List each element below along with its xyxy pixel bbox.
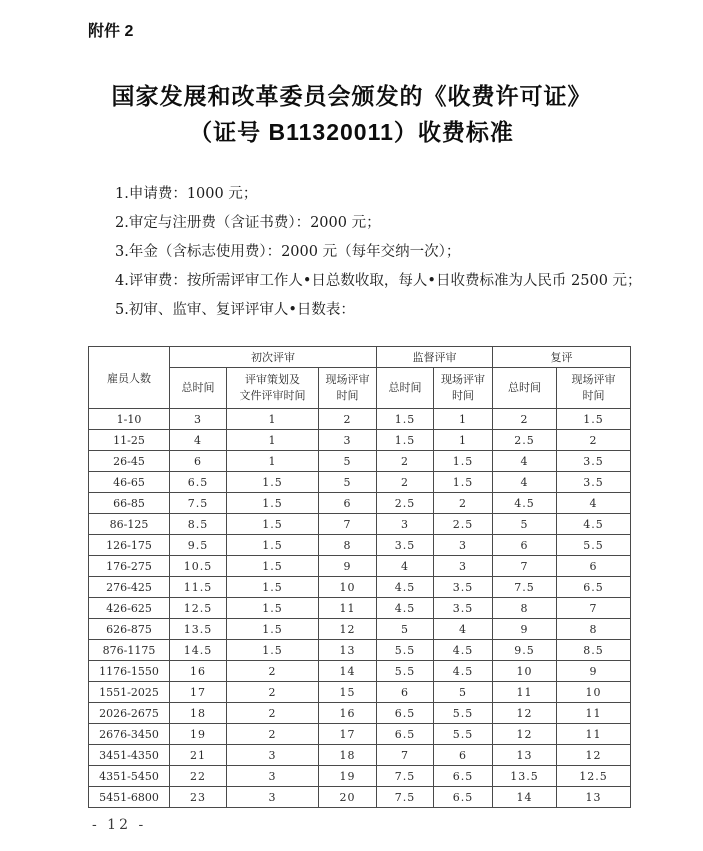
table-cell: 86-125 (89, 514, 170, 535)
table-cell: 3.5 (434, 598, 493, 619)
table-cell: 12 (557, 745, 631, 766)
table-cell: 3.5 (377, 535, 434, 556)
table-cell: 26-45 (89, 451, 170, 472)
table-cell: 9.5 (493, 640, 557, 661)
table-cell: 4.5 (434, 640, 493, 661)
table-cell: 2026-2675 (89, 703, 170, 724)
table-cell: 10.5 (170, 556, 227, 577)
table-cell: 1551-2025 (89, 682, 170, 703)
table-row (89, 409, 631, 430)
table-cell: 6.5 (434, 787, 493, 808)
table-cell: 12 (493, 703, 557, 724)
table-cell: 19 (170, 724, 227, 745)
table-cell: 5 (434, 682, 493, 703)
table-cell: 1.5 (227, 619, 319, 640)
table-cell: 1.5 (227, 535, 319, 556)
table-cell: 4 (377, 556, 434, 577)
table-cell: 6.5 (170, 472, 227, 493)
header-group-reassessment: 复评 (493, 347, 631, 368)
table-row (89, 787, 631, 808)
table-cell: 876-1175 (89, 640, 170, 661)
table-cell: 2 (377, 472, 434, 493)
table-cell: 3 (227, 787, 319, 808)
table-cell: 1 (227, 451, 319, 472)
table-cell: 7.5 (377, 787, 434, 808)
table-cell: 3 (377, 514, 434, 535)
table-cell: 15 (319, 682, 377, 703)
table-cell: 6.5 (377, 724, 434, 745)
fee-list-item-5: 5.初审、监审、复评评审人•日数表： (115, 302, 355, 318)
fee-table-header (89, 347, 631, 409)
table-cell: 6 (434, 745, 493, 766)
table-cell: 3 (170, 409, 227, 430)
table-cell: 2 (434, 493, 493, 514)
table-cell: 19 (319, 766, 377, 787)
table-cell: 1.5 (227, 598, 319, 619)
table-cell: 7 (377, 745, 434, 766)
table-cell: 7.5 (377, 766, 434, 787)
table-cell: 1 (434, 430, 493, 451)
table-cell: 8 (493, 598, 557, 619)
table-cell: 9.5 (170, 535, 227, 556)
fee-list-item-4: 4.评审费：按所需评审工作人•日总数收取，每人•日收费标准为人民币 2500 元； (115, 273, 642, 289)
table-cell: 7 (319, 514, 377, 535)
header-reassessment-onsite-time: 现场评审 时间 (557, 368, 631, 409)
table-cell: 12.5 (170, 598, 227, 619)
table-cell: 11 (557, 703, 631, 724)
table-cell: 4.5 (377, 598, 434, 619)
table-cell: 4 (170, 430, 227, 451)
table-cell: 13 (493, 745, 557, 766)
fee-list (88, 180, 648, 325)
table-cell: 10 (493, 661, 557, 682)
table-cell: 3.5 (434, 577, 493, 598)
attachment-label: 附件 2 (88, 23, 134, 40)
table-cell: 4 (493, 451, 557, 472)
table-cell: 10 (319, 577, 377, 598)
table-cell: 3 (319, 430, 377, 451)
table-cell: 3451-4350 (89, 745, 170, 766)
table-cell: 1-10 (89, 409, 170, 430)
table-cell: 626-875 (89, 619, 170, 640)
table-cell: 5 (377, 619, 434, 640)
table-cell: 3 (227, 766, 319, 787)
table-cell: 2 (227, 682, 319, 703)
table-cell: 2676-3450 (89, 724, 170, 745)
table-cell: 6 (319, 493, 377, 514)
header-sub-row (89, 368, 631, 409)
table-cell: 6 (377, 682, 434, 703)
table-cell: 2.5 (493, 430, 557, 451)
table-cell: 7 (557, 598, 631, 619)
table-cell: 13 (319, 640, 377, 661)
table-cell: 18 (319, 745, 377, 766)
table-cell: 3.5 (557, 472, 631, 493)
table-row (89, 493, 631, 514)
table-cell: 4.5 (493, 493, 557, 514)
table-cell: 12 (319, 619, 377, 640)
table-cell: 2 (227, 724, 319, 745)
table-cell: 426-625 (89, 598, 170, 619)
table-cell: 17 (319, 724, 377, 745)
table-row (89, 724, 631, 745)
table-row (89, 766, 631, 787)
table-cell: 2 (227, 661, 319, 682)
header-initial-planning-doc-time: 评审策划及 文件评审时间 (227, 368, 319, 409)
table-cell: 2 (227, 703, 319, 724)
table-cell: 13 (557, 787, 631, 808)
table-cell: 6.5 (434, 766, 493, 787)
fee-table-body (89, 409, 631, 808)
table-cell: 18 (170, 703, 227, 724)
table-cell: 9 (557, 661, 631, 682)
table-cell: 6.5 (557, 577, 631, 598)
table-cell: 11 (319, 598, 377, 619)
table-cell: 11-25 (89, 430, 170, 451)
table-cell: 5451-6800 (89, 787, 170, 808)
table-row (89, 598, 631, 619)
table-row (89, 451, 631, 472)
table-cell: 6 (170, 451, 227, 472)
table-cell: 1.5 (434, 472, 493, 493)
table-cell: 6.5 (377, 703, 434, 724)
table-cell: 5.5 (557, 535, 631, 556)
table-cell: 5 (493, 514, 557, 535)
table-cell: 1.5 (377, 430, 434, 451)
table-cell: 2 (377, 451, 434, 472)
table-cell: 5 (319, 472, 377, 493)
table-cell: 11 (493, 682, 557, 703)
header-group-surveillance-audit: 监督评审 (377, 347, 493, 368)
table-cell: 1.5 (557, 409, 631, 430)
page-title-line2: （证号 B11320011）收费标准 (189, 119, 514, 145)
table-cell: 5.5 (434, 703, 493, 724)
table-cell: 1 (227, 409, 319, 430)
table-cell: 16 (170, 661, 227, 682)
page-title (0, 78, 703, 150)
table-cell: 8.5 (170, 514, 227, 535)
table-cell: 1.5 (434, 451, 493, 472)
table-cell: 1 (227, 430, 319, 451)
table-row (89, 703, 631, 724)
fee-table-container (88, 346, 631, 808)
fee-list-item-1: 1.申请费：1000 元； (115, 186, 258, 202)
table-cell: 7 (493, 556, 557, 577)
table-cell: 3.5 (557, 451, 631, 472)
table-cell: 12.5 (557, 766, 631, 787)
table-cell: 14.5 (170, 640, 227, 661)
table-cell: 9 (319, 556, 377, 577)
table-row (89, 430, 631, 451)
table-cell: 21 (170, 745, 227, 766)
page-title-line1: 国家发展和改革委员会颁发的《收费许可证》 (111, 83, 592, 109)
header-group-row (89, 347, 631, 368)
table-cell: 46-65 (89, 472, 170, 493)
table-cell: 3 (434, 556, 493, 577)
table-cell: 14 (319, 661, 377, 682)
fee-list-item-2: 2.审定与注册费（含证书费）：2000 元； (115, 215, 381, 231)
table-cell: 4.5 (377, 577, 434, 598)
table-row (89, 661, 631, 682)
table-cell: 1.5 (377, 409, 434, 430)
table-cell: 14 (493, 787, 557, 808)
header-initial-onsite-time: 现场评审 时间 (319, 368, 377, 409)
table-cell: 1.5 (227, 556, 319, 577)
table-cell: 5 (319, 451, 377, 472)
table-cell: 8 (557, 619, 631, 640)
header-employee-count: 雇员人数 (89, 347, 170, 409)
table-cell: 10 (557, 682, 631, 703)
table-cell: 22 (170, 766, 227, 787)
table-cell: 1.5 (227, 514, 319, 535)
table-cell: 8 (319, 535, 377, 556)
table-cell: 3 (227, 745, 319, 766)
table-cell: 7.5 (170, 493, 227, 514)
page-number: - 12 - (92, 817, 147, 833)
table-cell: 8.5 (557, 640, 631, 661)
table-cell: 13.5 (170, 619, 227, 640)
table-cell: 3 (434, 535, 493, 556)
table-cell: 13.5 (493, 766, 557, 787)
table-cell: 4.5 (557, 514, 631, 535)
table-cell: 5.5 (377, 640, 434, 661)
table-cell: 23 (170, 787, 227, 808)
table-row (89, 535, 631, 556)
fee-list-item-3: 3.年金（含标志使用费）：2000 元（每年交纳一次）； (115, 244, 461, 260)
table-row (89, 619, 631, 640)
table-cell: 12 (493, 724, 557, 745)
table-cell: 276-425 (89, 577, 170, 598)
table-cell: 4 (434, 619, 493, 640)
table-cell: 1 (434, 409, 493, 430)
table-cell: 1.5 (227, 640, 319, 661)
header-reassessment-total-time: 总时间 (493, 368, 557, 409)
table-cell: 4351-5450 (89, 766, 170, 787)
table-cell: 7.5 (493, 577, 557, 598)
table-cell: 4 (557, 493, 631, 514)
table-cell: 66-85 (89, 493, 170, 514)
header-surveillance-onsite-time: 现场评审 时间 (434, 368, 493, 409)
table-row (89, 556, 631, 577)
table-cell: 5.5 (377, 661, 434, 682)
table-row (89, 640, 631, 661)
table-cell: 1.5 (227, 493, 319, 514)
header-initial-total-time: 总时间 (170, 368, 227, 409)
fee-table (88, 346, 631, 808)
header-group-initial-audit: 初次评审 (170, 347, 377, 368)
table-cell: 17 (170, 682, 227, 703)
table-cell: 4 (493, 472, 557, 493)
header-surveillance-total-time: 总时间 (377, 368, 434, 409)
table-cell: 6 (557, 556, 631, 577)
table-row (89, 514, 631, 535)
table-cell: 1176-1550 (89, 661, 170, 682)
table-cell: 16 (319, 703, 377, 724)
table-cell: 1.5 (227, 472, 319, 493)
table-row (89, 745, 631, 766)
table-cell: 1.5 (227, 577, 319, 598)
table-row (89, 472, 631, 493)
table-cell: 2 (493, 409, 557, 430)
table-cell: 11.5 (170, 577, 227, 598)
table-cell: 2.5 (377, 493, 434, 514)
table-cell: 5.5 (434, 724, 493, 745)
table-cell: 11 (557, 724, 631, 745)
table-cell: 2.5 (434, 514, 493, 535)
table-cell: 176-275 (89, 556, 170, 577)
table-row (89, 577, 631, 598)
table-row (89, 682, 631, 703)
table-cell: 2 (319, 409, 377, 430)
table-cell: 126-175 (89, 535, 170, 556)
table-cell: 20 (319, 787, 377, 808)
table-cell: 6 (493, 535, 557, 556)
table-cell: 9 (493, 619, 557, 640)
table-cell: 2 (557, 430, 631, 451)
table-cell: 4.5 (434, 661, 493, 682)
